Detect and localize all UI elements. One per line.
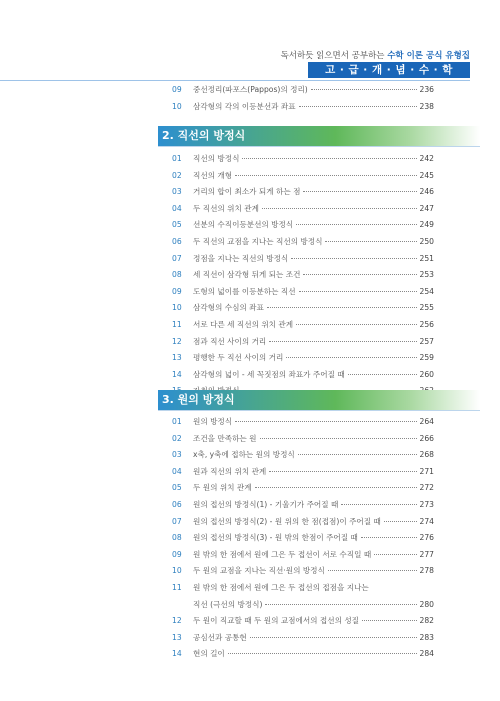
entry-page: 250 [419, 236, 434, 246]
leader-dots [269, 471, 416, 472]
entry-title: 거리의 합이 최소가 되게 하는 점 [193, 187, 301, 197]
entry-page: 278 [419, 566, 434, 576]
toc-entry[interactable] [172, 269, 434, 286]
entry-number: 11 [172, 319, 182, 329]
entry-title: 두 원의 교점을 지나는 직선·원의 방정식 [193, 566, 325, 576]
entry-number: 07 [172, 516, 182, 526]
entry-title: 원과 직선의 위치 관계 [193, 466, 267, 476]
leader-dots [296, 224, 416, 225]
toc-entry[interactable] [172, 203, 434, 220]
header-subtitle-highlight: 수학 이론 공식 유형집 [387, 51, 470, 61]
leader-dots [311, 89, 417, 90]
entry-page: 256 [419, 319, 434, 329]
entry-title: 정점을 지나는 직선의 방정식 [193, 253, 289, 263]
entry-title: 원의 접선의 방정식(1) - 기울기가 주어질 때 [193, 499, 339, 509]
leader-dots [267, 307, 417, 308]
entry-title: 점과 직선 사이의 거리 [193, 336, 267, 346]
entry-number: 02 [172, 170, 182, 180]
leader-dots [235, 175, 416, 176]
entry-number: 09 [172, 286, 182, 296]
entry-title: 두 원이 직교할 때 두 원의 교점에서의 접선의 성질 [193, 616, 360, 626]
entry-title: 중선정리(파포스(Pappos)의 정리) [193, 85, 308, 94]
entry-number: 04 [172, 466, 182, 476]
entry-number: 08 [172, 533, 182, 543]
leader-dots [374, 554, 416, 555]
toc-entry[interactable] [172, 219, 434, 236]
toc-entry[interactable] [172, 153, 434, 170]
leader-dots [362, 620, 416, 621]
leader-dots [250, 637, 417, 638]
toc-entry[interactable] [172, 336, 434, 353]
entry-page: 255 [419, 303, 434, 313]
entry-number: 06 [172, 236, 182, 246]
entry-number: 10 [172, 303, 182, 313]
entry-number: 07 [172, 253, 182, 263]
entry-title: 원 밖의 한 점에서 원에 그은 두 접선의 접점을 지나는 [193, 582, 369, 592]
entry-title: 두 직선의 위치 관계 [193, 203, 259, 213]
entry-number: 04 [172, 203, 182, 213]
entry-title: 두 직선의 교점을 지나는 직선의 방정식 [193, 236, 323, 246]
entry-page: 273 [419, 499, 434, 509]
section-divider [158, 410, 480, 411]
section-toc-lines [172, 153, 434, 402]
leader-dots [328, 570, 417, 571]
entry-page: 268 [419, 450, 434, 460]
entry-number: 13 [172, 632, 182, 642]
entry-page: 251 [419, 253, 434, 263]
toc-entry[interactable] [172, 302, 434, 319]
entry-title: 평행한 두 직선 사이의 거리 [193, 353, 284, 363]
leader-dots [348, 374, 417, 375]
brand-banner: 고 · 급 · 개 · 념 · 수 · 학 [308, 62, 470, 78]
entry-page: 246 [419, 187, 434, 197]
leader-dots [228, 653, 417, 654]
toc-entry[interactable] [172, 565, 434, 582]
entry-page: 266 [419, 433, 434, 443]
toc-entry[interactable] [172, 582, 434, 599]
entry-title: 세 직선이 삼각형 뒤게 되는 조건 [193, 270, 301, 280]
toc-entry[interactable] [172, 648, 434, 665]
leader-dots [262, 208, 417, 209]
entry-number: 10 [172, 566, 182, 576]
entry-page: 253 [419, 270, 434, 280]
entry-page: 238 [419, 101, 434, 111]
entry-number: 06 [172, 499, 182, 509]
toc-entry[interactable] [172, 599, 434, 616]
entry-title: 서로 다른 세 직선의 위치 관계 [193, 319, 294, 329]
entry-number: 14 [172, 369, 182, 379]
leader-dots [286, 357, 416, 358]
entry-page: 236 [419, 85, 434, 94]
leader-dots [265, 604, 416, 605]
toc-entry[interactable] [172, 549, 434, 566]
entry-title: 직선의 개형 [193, 170, 233, 180]
header-subtitle [281, 49, 470, 61]
leader-dots [269, 341, 416, 342]
entry-number: 05 [172, 483, 182, 493]
toc-entry[interactable] [172, 433, 434, 450]
entry-page: 277 [419, 549, 434, 559]
entry-title: x축, y축에 접하는 원의 방정식 [193, 450, 295, 460]
entry-number: 12 [172, 336, 182, 346]
entry-number: 11 [172, 582, 182, 592]
leader-dots [299, 106, 417, 107]
entry-number: 01 [172, 154, 182, 163]
leader-dots [291, 258, 416, 259]
toc-entry[interactable] [172, 416, 434, 433]
entry-title: 삼각형의 수심의 좌표 [193, 303, 264, 313]
toc-entry[interactable] [172, 236, 434, 253]
entry-page: 282 [419, 616, 434, 626]
entry-number: 09 [172, 549, 182, 559]
entry-title: 원 밖의 한 점에서 원에 그은 두 접선이 서로 수직일 때 [193, 549, 372, 559]
entry-page: 272 [419, 483, 434, 493]
entry-number: 14 [172, 649, 182, 659]
entry-page: 284 [419, 649, 434, 659]
entry-number: 02 [172, 433, 182, 443]
toc-entry[interactable] [172, 499, 434, 516]
entry-page: 264 [419, 417, 434, 426]
leader-dots [341, 504, 416, 505]
entry-title: 직선의 방정식 [193, 154, 240, 163]
leader-dots [260, 438, 417, 439]
toc-entry[interactable] [172, 186, 434, 203]
leader-dots [296, 324, 416, 325]
entry-title: 원의 접선의 방정식(2) - 원 위의 한 점(접점)이 주어질 때 [193, 516, 381, 526]
leader-dots [255, 487, 417, 488]
entry-title: 원의 방정식 [193, 417, 233, 426]
toc-entry[interactable] [172, 352, 434, 369]
section-divider [158, 146, 480, 147]
entry-number: 08 [172, 270, 182, 280]
entry-page: 271 [419, 466, 434, 476]
entry-page: 280 [419, 599, 434, 609]
entry-title: 조건을 만족하는 원 [193, 433, 257, 443]
leader-dots [303, 191, 416, 192]
entry-page: 247 [419, 203, 434, 213]
entry-number: 05 [172, 220, 182, 230]
entry-number: 10 [172, 101, 182, 111]
header-divider [0, 80, 470, 81]
entry-page: 274 [419, 516, 434, 526]
section-title: 3. 원의 방정식 [162, 393, 235, 406]
entry-page: 254 [419, 286, 434, 296]
entry-number: 09 [172, 85, 182, 94]
toc-entry[interactable] [172, 101, 434, 118]
entry-number: 03 [172, 450, 182, 460]
leader-dots [235, 421, 416, 422]
entry-page: 276 [419, 533, 434, 543]
toc-entry[interactable] [172, 516, 434, 533]
toc-entry[interactable] [172, 466, 434, 483]
toc-entry[interactable] [172, 532, 434, 549]
entry-title: 두 원의 위치 관계 [193, 483, 252, 493]
toc-entry[interactable] [172, 253, 434, 270]
toc-entry[interactable] [172, 286, 434, 303]
entry-number: 01 [172, 417, 182, 426]
section-toc-circles [172, 416, 434, 665]
entry-number: 12 [172, 616, 182, 626]
leader-dots [384, 521, 417, 522]
leader-dots [325, 241, 416, 242]
toc-entry[interactable] [172, 369, 434, 386]
entry-number: 03 [172, 187, 182, 197]
entry-title: 공심선과 공통현 [193, 632, 247, 642]
leader-dots [299, 291, 417, 292]
leader-dots [242, 158, 416, 159]
entry-title: 현의 길이 [193, 649, 225, 659]
toc-entry[interactable] [172, 170, 434, 187]
entry-title: 도형의 넓이를 이등분하는 직선 [193, 286, 296, 296]
leader-dots [303, 274, 416, 275]
entry-page: 242 [419, 154, 434, 163]
toc-entry[interactable] [172, 615, 434, 632]
entry-page: 249 [419, 220, 434, 230]
entry-title: 삼각형의 각의 이등분선과 좌표 [193, 101, 296, 111]
toc-entry[interactable] [172, 482, 434, 499]
entry-page: 259 [419, 353, 434, 363]
entry-number: 13 [172, 353, 182, 363]
leader-dots [298, 454, 417, 455]
leader-dots [361, 537, 417, 538]
toc-entry[interactable] [172, 449, 434, 466]
entry-page: 245 [419, 170, 434, 180]
entry-title: 삼각형의 넓이 - 세 꼭짓점의 좌표가 주어질 때 [193, 369, 345, 379]
toc-entry[interactable] [172, 632, 434, 649]
entry-page: 283 [419, 632, 434, 642]
entry-title: 직선 (극선의 방정식) [193, 599, 263, 609]
entry-title: 선분의 수직이등분선의 방정식 [193, 220, 294, 230]
header-subtitle-lead: 독서하듯 읽으면서 공부하는 [280, 51, 385, 61]
entry-page: 257 [419, 336, 434, 346]
toc-entry[interactable] [172, 319, 434, 336]
toc-entry[interactable] [172, 84, 434, 101]
section-title: 2. 직선의 방정식 [162, 129, 246, 142]
entry-page: 260 [419, 369, 434, 379]
entry-title: 원의 접선의 방정식(3) - 원 밖의 한점이 주어질 때 [193, 533, 358, 543]
intro-toc [172, 84, 434, 117]
